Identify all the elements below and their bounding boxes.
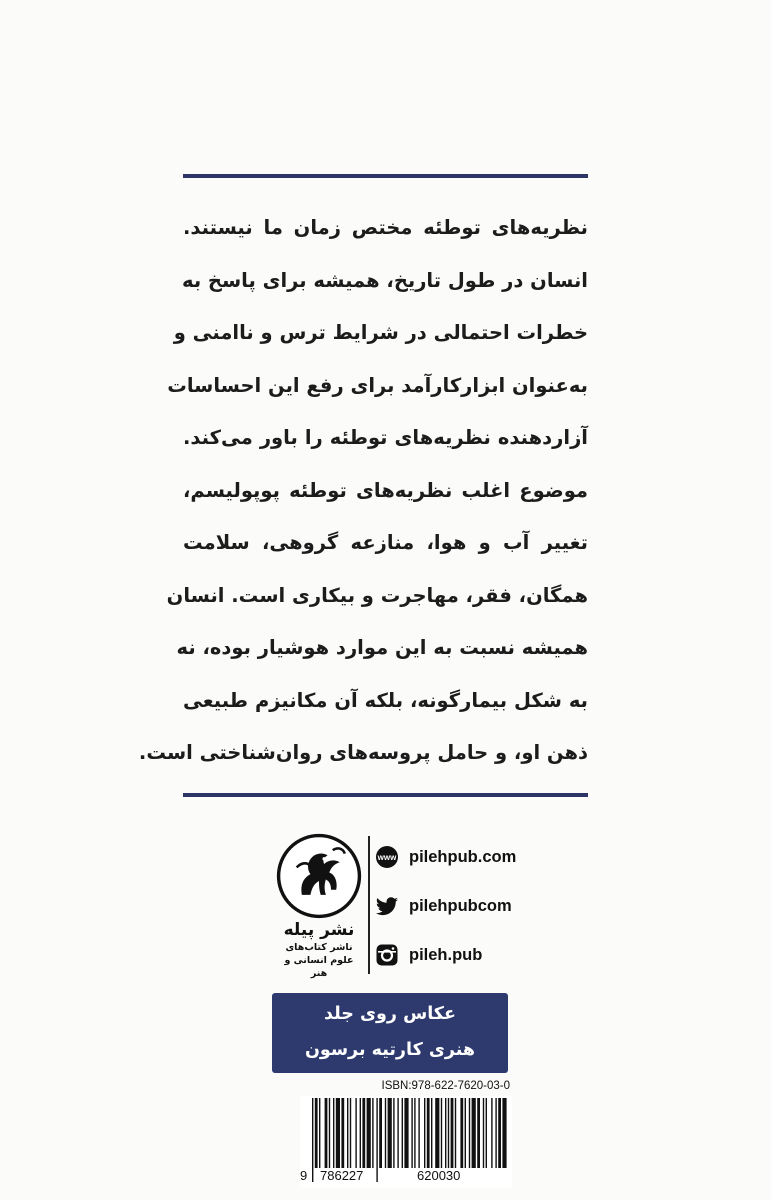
- blurb-line: همیشه نسبت به این موارد هوشیار بوده، نه: [176, 636, 588, 659]
- bottom-divider-rule: [183, 793, 588, 797]
- publisher-tagline-1: ناشر کتاب‌های: [285, 942, 353, 953]
- logo-divider: [368, 836, 370, 974]
- barcode-bar: [315, 1098, 318, 1168]
- barcode-bar: [388, 1098, 392, 1168]
- barcode-bar: [465, 1098, 466, 1168]
- contact-twitter[interactable]: [375, 893, 512, 919]
- barcode-bar: [312, 1098, 313, 1182]
- publisher-name: نشر پیله: [283, 920, 355, 940]
- barcode-bar: [404, 1098, 408, 1168]
- svg-text:www: www: [377, 853, 397, 862]
- blurb-line: به شکل بیمارگونه، بلکه آن مکانیزم طبیعی: [183, 688, 588, 712]
- isbn-label: ISBN:978-622-7620-03-0: [381, 1080, 510, 1092]
- blurb-line: آزاردهنده نظریه‌های توطئه را باور می‌کند.: [183, 426, 588, 449]
- barcode-bar: [355, 1098, 356, 1168]
- barcode-bar: [397, 1098, 398, 1168]
- publisher-logo-block: [275, 833, 363, 979]
- barcode-bar: [325, 1098, 328, 1168]
- barcode-bar: [350, 1098, 351, 1168]
- contact-website[interactable]: [375, 844, 516, 870]
- blurb-line: همگان، فقر، مهاجرت و بیکاری است. انسان: [166, 583, 588, 607]
- blurb-line: خطرات احتمالی در شرایط ترس و ناامنی و: [173, 321, 588, 344]
- barcode-right-digits: 620030: [417, 1168, 461, 1183]
- credit-photographer: هنری کارتیه برسون: [304, 1040, 476, 1060]
- top-divider-rule: [183, 174, 588, 178]
- barcode-bar: [491, 1098, 492, 1168]
- blurb-line: به‌عنوان ابزارکارآمد برای رفع این احساسات: [167, 373, 588, 397]
- blurb-line: تغییر آب و هوا، منازعه گروهی، سلامت: [183, 531, 588, 554]
- blurb-line: انسان در طول تاریخ، همیشه برای پاسخ به: [182, 268, 588, 292]
- barcode-bar: [347, 1098, 348, 1168]
- barcode-bar: [393, 1098, 394, 1168]
- contact-instagram[interactable]: [375, 942, 482, 968]
- barcode-bar: [372, 1098, 373, 1168]
- barcode-bar: [362, 1098, 365, 1168]
- barcode-bar: [427, 1098, 430, 1168]
- barcode-bar: [418, 1098, 419, 1168]
- barcode-bar: [483, 1098, 484, 1168]
- barcode-bar: [448, 1098, 449, 1168]
- barcode-bar: [414, 1098, 415, 1168]
- barcode-bar: [472, 1098, 476, 1168]
- barcode-bar: [495, 1098, 496, 1168]
- barcode-bar: [360, 1098, 361, 1168]
- barcode-bar: [336, 1098, 340, 1168]
- barcode-bar: [329, 1098, 330, 1168]
- publisher-tagline-2: علوم انسانی و هنر: [284, 955, 354, 979]
- barcode-bar: [435, 1098, 439, 1168]
- barcode-bar: [424, 1098, 425, 1168]
- barcode-bar: [455, 1098, 456, 1168]
- barcode-bar: [376, 1098, 377, 1182]
- barcode-bar: [460, 1098, 463, 1168]
- twitter-handle[interactable]: pilehpubcom: [409, 896, 512, 915]
- barcode-bar: [451, 1098, 454, 1168]
- www-globe-icon: [375, 845, 399, 869]
- barcode-bar: [411, 1098, 412, 1168]
- twitter-bird-icon: [375, 894, 399, 918]
- barcode-bar: [498, 1098, 501, 1168]
- barcode-bar: [431, 1098, 432, 1168]
- blurb-line: ذهن او، و حامل پروسه‌های روان‌شناختی است.: [138, 741, 588, 764]
- back-cover-blurb: [138, 206, 588, 784]
- isbn-barcode: [300, 1096, 512, 1188]
- barcode-bar: [379, 1098, 382, 1168]
- lion-griffin-logo-icon: [276, 833, 362, 919]
- blurb-line: موضوع اغلب نظریه‌های توطئه پوپولیسم،: [183, 478, 588, 502]
- website-link[interactable]: pilehpub.com: [409, 847, 517, 866]
- barcode-bar: [385, 1098, 386, 1168]
- barcode-bar: [341, 1098, 344, 1168]
- blurb-line: نظریه‌های توطئه مختص زمان ما نیستند.: [183, 216, 588, 239]
- photo-credit-box: [272, 993, 508, 1073]
- barcode-bar: [469, 1098, 470, 1168]
- instagram-handle[interactable]: pileh.pub: [409, 945, 483, 964]
- barcode-bar: [402, 1098, 403, 1168]
- barcode-bar: [477, 1098, 480, 1168]
- credit-label: عکاس روی جلد: [324, 1004, 456, 1024]
- barcode-bar: [486, 1098, 487, 1168]
- barcode-bar: [502, 1098, 506, 1168]
- barcode-bar: [319, 1098, 320, 1168]
- instagram-camera-icon: [375, 943, 399, 967]
- barcode-bar: [333, 1098, 334, 1168]
- barcode-left-digits: 786227: [320, 1168, 364, 1183]
- barcode-bar: [367, 1098, 371, 1168]
- barcode-first-digit: 9: [300, 1168, 308, 1183]
